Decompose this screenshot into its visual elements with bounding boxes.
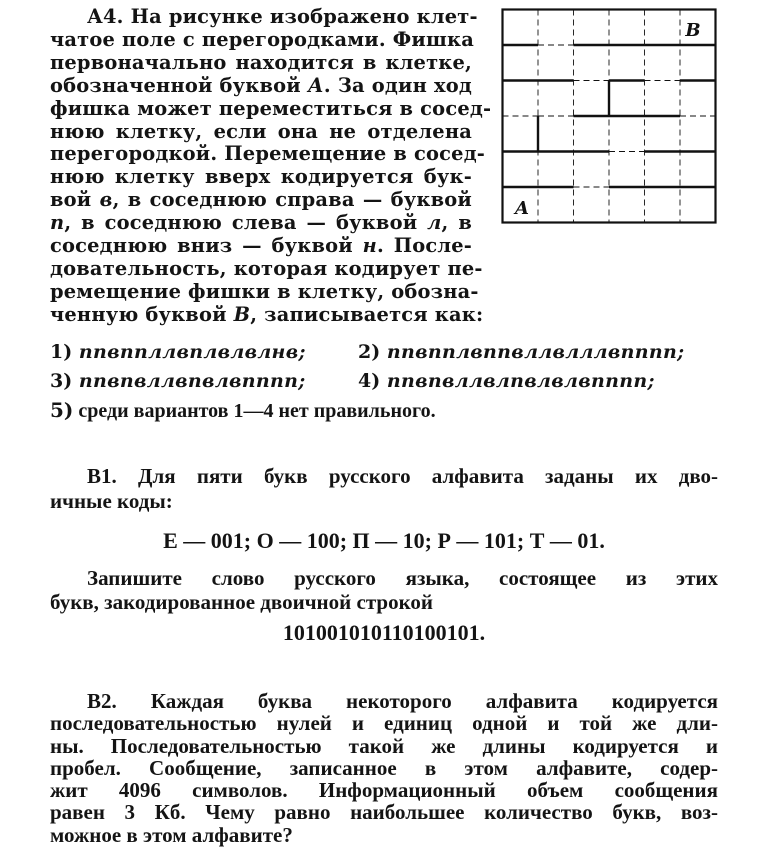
b2-line: равен 3 Кб. Чему равно наибольшее количество букв, воз- [50,800,718,825]
problem-b2 [50,690,718,846]
b1-task [50,566,718,614]
a4-line: п, в соседнюю слева — буквой л, в [50,211,472,235]
option-4[interactable]: 4) ппвпвллвлпвлвлвпппп; [358,370,655,392]
maze-grid-figure [501,8,717,224]
option-code: ппвпвллвлпвлвлвпппп; [386,370,655,392]
letter-up: в [99,188,113,212]
option-text: среди вариантов 1—4 нет правильного. [78,400,436,422]
b1-line: букв, закодированное двоичной строкой [50,590,433,614]
a4-line: чатое поле с перегородками. Фишка [50,27,474,51]
option-code: ппвпвллвпвлвпппп; [78,370,306,392]
cell-label-target: B [685,20,701,41]
letter-down: н [362,234,377,258]
b2-line: пробел. Сообщение, записанное в этом алфавите, содер- [50,755,718,780]
a4-line: обозначенной буквой А. За один ход [50,73,473,97]
a4-line: ремещение фишки в клетку, обозна- [50,279,479,303]
letter-start: А [307,73,324,97]
a4-line: вой в, в соседнюю справа — буквой [50,188,472,212]
maze-grid [501,8,717,224]
a4-label: А4. [87,5,124,28]
b2-line: жит 4096 символов. Информационный объем сообщения [50,778,718,803]
b1-line: В1. Для пяти букв русского алфавита заданы их дво- [87,464,719,488]
b1-binary-string: 101001010110100101. [282,620,486,645]
cell-label-start: A [515,198,529,219]
problem-a4-text [50,5,492,327]
b1-line: Запишите слово русского языка, состоящее из этих [87,566,718,590]
b2-line: В2. Каждая буква некоторого алфавита кодируется [87,689,719,713]
b2-line: можное в этом алфавите? [50,822,293,847]
problem-b1 [50,464,718,514]
option-5[interactable]: 5) среди вариантов 1—4 нет правильного. [50,398,436,422]
b2-line: ны. Последовательностью такой же длины кодируется и [50,733,718,758]
a4-line: соседнюю вниз — буквой н. После- [50,234,473,258]
a4-line: нюю клетку вверх кодируется бук- [50,165,472,189]
a4-line: А4. На рисунке изображено клет- [87,5,478,28]
b1-line: ичные коды: [50,489,173,513]
option-code: ппвппллвплвлвлнв; [78,341,306,363]
letter-right: п [50,211,65,235]
a4-line: первоначально находится в клетке, [50,50,472,74]
a4-line: перегородкой. Перемещение в сосед- [50,142,486,166]
b2-line: последовательностью нулей и единиц одной и той же дли- [50,711,718,736]
a4-line: ченную буквой В, записывается как: [50,302,484,326]
letter-target: В [233,302,251,326]
a4-line: довательность, которая кодирует пе- [50,256,483,280]
a4-line: фишка может переместиться в сосед- [50,96,492,120]
option-3[interactable]: 3) ппвпвллвпвлвпппп; [50,370,306,392]
b1-codes: Е — 001; О — 100; П — 10; Р — 101; Т — 01. [163,528,605,553]
letter-left: л [427,211,442,235]
option-code: ппвпплвппвллвлллвпппп; [386,341,685,363]
a4-line: нюю клетку, если она не отделена [50,119,472,143]
option-2[interactable]: 2) ппвпплвппвллвлллвпппп; [358,341,685,363]
b1-label: В1. [87,464,117,488]
b2-label: В2. [87,689,117,713]
option-1[interactable]: 1) ппвппллвплвлвлнв; [50,341,306,363]
